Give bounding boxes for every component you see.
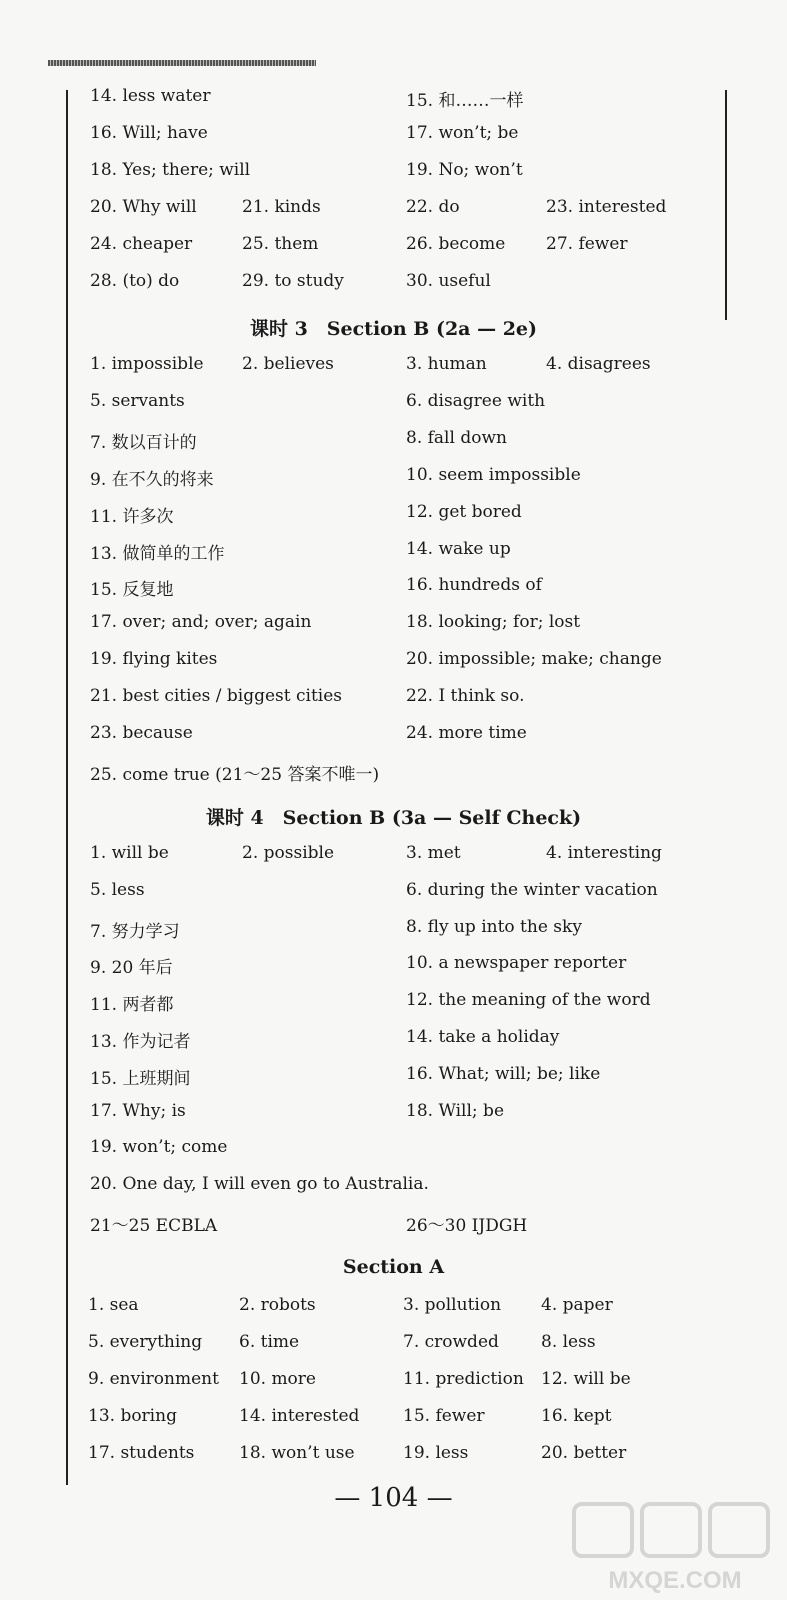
- answer-item: 27. fewer: [546, 234, 628, 254]
- answer-row: [0, 1064, 787, 1096]
- answer-item: 4. paper: [541, 1295, 613, 1315]
- answer-item: 18. Will; be: [406, 1100, 504, 1121]
- svg-text:MXQE.COM: MXQE.COM: [608, 1567, 742, 1594]
- answer-item: 23. because: [90, 723, 193, 743]
- answer-item: 18. Yes; there; will: [90, 160, 251, 180]
- answer-item: 14. take a holiday: [406, 1027, 560, 1047]
- answer-item: 24. cheaper: [90, 234, 193, 254]
- answer-item: 15. 反复地: [90, 580, 174, 601]
- answer-row: [0, 354, 787, 386]
- answer-row: [0, 612, 787, 644]
- answer-row: [0, 502, 787, 534]
- answer-item: 5. servants: [90, 390, 185, 411]
- answer-item: 9. 20 年后: [90, 958, 173, 979]
- answer-item: 20. One day, I will even go to Australia.: [90, 1174, 429, 1195]
- page-number: — 104 —: [334, 1483, 453, 1513]
- answer-item: 4. disagrees: [546, 354, 651, 374]
- answer-item: 17. over; and; over; again: [90, 612, 312, 633]
- answer-item: 6. disagree with: [406, 390, 546, 411]
- answer-item: 22. I think so.: [406, 686, 525, 707]
- answer-row: [0, 760, 787, 792]
- answer-row: [0, 1137, 787, 1169]
- answer-item: 17. students: [88, 1443, 195, 1463]
- answer-item: 16. kept: [541, 1406, 612, 1426]
- answer-item: 20. Why will: [90, 197, 197, 217]
- answer-item: 5. less: [90, 879, 145, 900]
- answer-item: 21～25 ECBLA: [90, 1216, 218, 1236]
- answer-row: [0, 1174, 787, 1206]
- answer-row: [0, 990, 787, 1022]
- answer-item: 21. best cities / biggest cities: [90, 686, 343, 707]
- answer-item: 2. believes: [242, 354, 334, 374]
- answer-item: 13. 作为记者: [90, 1032, 191, 1052]
- answer-item: 20. better: [541, 1443, 627, 1463]
- watermark-logo: [570, 1500, 780, 1596]
- answer-item: 3. human: [406, 354, 487, 374]
- answer-row: [0, 1332, 787, 1364]
- answer-row: [0, 539, 787, 571]
- answer-item: 28. (to) do: [90, 271, 180, 291]
- answer-item: 19. less: [403, 1443, 469, 1463]
- answer-row: [0, 843, 787, 875]
- answer-item: 5. everything: [88, 1332, 203, 1352]
- answer-row: [0, 234, 787, 266]
- answer-item: 3. pollution: [403, 1295, 502, 1315]
- answer-item: 29. to study: [242, 271, 344, 291]
- answer-item: 16. Will; have: [90, 123, 208, 143]
- answer-item: 6. during the winter vacation: [406, 879, 658, 900]
- answer-row: [0, 880, 787, 912]
- answer-row: [0, 271, 787, 303]
- answer-row: [0, 1443, 787, 1475]
- heading-section-a: Section A: [342, 1256, 445, 1278]
- answer-item: 1. sea: [88, 1295, 139, 1315]
- answer-item: 19. No; won’t: [406, 160, 523, 180]
- answer-item: 1. will be: [90, 843, 169, 863]
- answer-row: [0, 391, 787, 423]
- answer-row: [0, 686, 787, 718]
- answer-item: 26. become: [406, 234, 506, 254]
- answer-item: 15. 和……一样: [406, 91, 524, 111]
- answer-row: [0, 160, 787, 192]
- answer-item: 30. useful: [406, 271, 491, 291]
- answer-item: 18. won’t use: [239, 1443, 355, 1463]
- answer-item: 18. looking; for; lost: [406, 612, 581, 633]
- answer-item: 17. won’t; be: [406, 123, 519, 143]
- answer-row: [0, 953, 787, 985]
- answer-item: 12. get bored: [406, 501, 522, 522]
- answer-row: [0, 649, 787, 681]
- answer-item: 12. the meaning of the word: [406, 990, 651, 1011]
- answer-item: 19. flying kites: [90, 649, 218, 670]
- answer-item: 3. met: [406, 843, 461, 863]
- answer-item: 13. 做简单的工作: [90, 543, 225, 564]
- answer-item: 25. them: [242, 234, 319, 254]
- answer-item: 11. prediction: [403, 1369, 524, 1389]
- answer-row: [0, 1369, 787, 1401]
- answer-row: [0, 123, 787, 155]
- answer-item: 17. Why; is: [90, 1100, 186, 1121]
- answer-row: [0, 575, 787, 607]
- answer-item: 11. 两者都: [90, 995, 174, 1016]
- answer-row: [0, 1101, 787, 1133]
- answer-item: 7. crowded: [403, 1332, 499, 1352]
- answer-item: 26～30 IJDGH: [406, 1216, 528, 1236]
- answer-item: 2. robots: [239, 1295, 316, 1315]
- answer-item: 10. more: [239, 1369, 316, 1389]
- answer-row: [0, 197, 787, 229]
- answer-item: 4. interesting: [546, 843, 662, 863]
- answer-item: 10. a newspaper reporter: [406, 953, 627, 974]
- answer-row: [0, 465, 787, 497]
- answer-row: [0, 1295, 787, 1327]
- answer-row: [0, 428, 787, 460]
- answer-item: 14. wake up: [406, 538, 511, 559]
- answer-row: [0, 723, 787, 755]
- answer-item: 25. come true (21～25 答案不唯一): [90, 764, 380, 785]
- answer-item: 1. impossible: [90, 354, 204, 374]
- heading-lesson-4: 课时 4 Section B (3a — Self Check): [205, 807, 582, 829]
- answer-item: 16. What; will; be; like: [406, 1063, 601, 1084]
- answer-item: 6. time: [239, 1332, 300, 1352]
- answer-item: 7. 数以百计的: [90, 432, 197, 453]
- answer-item: 14. less water: [90, 86, 211, 106]
- answer-item: 15. fewer: [403, 1406, 485, 1426]
- answer-item: 8. fall down: [406, 427, 507, 448]
- answer-item: 23. interested: [546, 197, 667, 217]
- answer-item: 7. 努力学习: [90, 921, 180, 942]
- answer-item: 16. hundreds of: [406, 575, 542, 596]
- answer-item: 9. 在不久的将来: [90, 469, 214, 490]
- answer-item: 20. impossible; make; change: [406, 649, 662, 670]
- answer-row: [0, 1027, 787, 1059]
- answer-item: 21. kinds: [242, 197, 321, 217]
- answer-item: 11. 许多次: [90, 506, 174, 527]
- answer-item: 19. won’t; come: [90, 1137, 228, 1158]
- answer-item: 15. 上班期间: [90, 1068, 191, 1089]
- answer-item: 8. fly up into the sky: [406, 916, 582, 937]
- answer-item: 2. possible: [242, 843, 335, 863]
- answer-item: 24. more time: [406, 723, 527, 743]
- answer-row: [0, 917, 787, 949]
- answer-item: 8. less: [541, 1332, 596, 1352]
- heading-lesson-3: 课时 3 Section B (2a — 2e): [249, 318, 538, 340]
- answer-item: 9. environment: [88, 1369, 219, 1389]
- answer-item: 22. do: [406, 197, 460, 217]
- answer-row: [0, 1406, 787, 1438]
- answer-item: 12. will be: [541, 1369, 631, 1389]
- answer-row: [0, 86, 787, 118]
- answer-item: 13. boring: [88, 1406, 177, 1426]
- answer-row: [0, 1211, 787, 1243]
- answer-item: 10. seem impossible: [406, 464, 581, 485]
- answer-item: 14. interested: [239, 1406, 360, 1426]
